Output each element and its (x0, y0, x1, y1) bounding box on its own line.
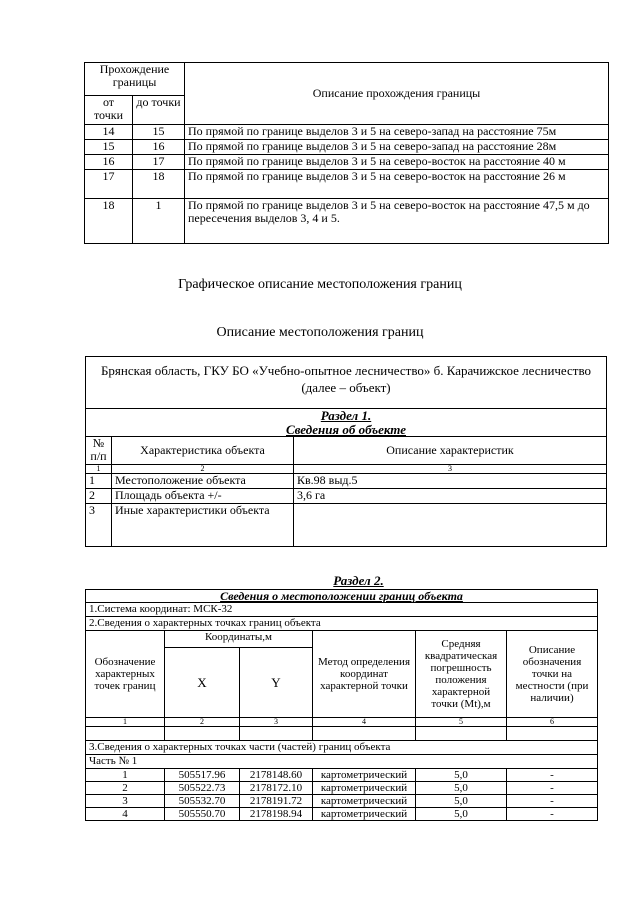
cell-marking: - (507, 782, 598, 795)
cell-description: По прямой по границе выделов 3 и 5 на северо-восток на расстояние 47,5 м до пересечения выделов 3, 4 и 5. (185, 199, 609, 244)
header-passage: Прохождение границы (85, 63, 185, 96)
empty-cell (165, 727, 240, 741)
cell-number: 1 (86, 474, 112, 489)
cell-value (294, 504, 607, 547)
cell-method: картометрический (313, 769, 416, 782)
cell-to: 18 (133, 170, 185, 199)
boundary-points-table (85, 589, 598, 821)
col-designation: Обозначение характерных точек границ (86, 631, 165, 718)
empty-cell (86, 727, 165, 741)
section2-title: Раздел 2. (333, 573, 384, 588)
cell-method: картометрический (313, 808, 416, 821)
col-x: X (165, 648, 240, 718)
boundary-passage-table (84, 62, 609, 244)
cell-from: 15 (85, 140, 133, 155)
cell-point: 2 (86, 782, 165, 795)
cell-to: 17 (133, 155, 185, 170)
table-title: Сведения о местоположении границ объекта (86, 590, 598, 603)
index-cell: 3 (294, 465, 607, 474)
header-to: до точки (133, 96, 185, 125)
table-row (85, 125, 609, 140)
col-method: Метод определения координат характерной точки (313, 631, 416, 718)
empty-cell (313, 727, 416, 741)
col-number: № п/п (86, 437, 112, 465)
cell-value: Кв.98 выд.5 (294, 474, 607, 489)
cell-x: 505522.73 (165, 782, 240, 795)
section1-subtitle: Сведения об объекте (86, 423, 607, 437)
cell-marking: - (507, 769, 598, 782)
cell-x: 505517.96 (165, 769, 240, 782)
table-row (86, 474, 607, 489)
index-cell: 5 (416, 718, 507, 727)
table-row (86, 795, 598, 808)
cell-point: 1 (86, 769, 165, 782)
cell-characteristic: Площадь объекта +/- (112, 489, 294, 504)
col-marking: Описание обозначения точки на местности (при наличии) (507, 631, 598, 718)
table-row (85, 199, 609, 244)
cell-value: 3,6 га (294, 489, 607, 504)
col-error: Средняя квадратическая погрешность положения характерной точки (Mt),м (416, 631, 507, 718)
cell-method: картометрический (313, 795, 416, 808)
cell-error: 5,0 (416, 795, 507, 808)
cell-y: 2178148.60 (240, 769, 313, 782)
cell-y: 2178198.94 (240, 808, 313, 821)
empty-cell (507, 727, 598, 741)
empty-cell (240, 727, 313, 741)
object-title: Брянская область, ГКУ БО «Учебно-опытное лесничество» б. Карачижское лесничество (далее – объект) (86, 357, 607, 409)
cell-error: 5,0 (416, 782, 507, 795)
parts-info: 3.Сведения о характерных точках части (частей) границ объекта (86, 741, 598, 755)
location-description-heading: Описание местоположения границ (216, 325, 424, 340)
cell-to: 15 (133, 125, 185, 140)
cell-characteristic: Иные характеристики объекта (112, 504, 294, 547)
cell-from: 18 (85, 199, 133, 244)
graphic-description-heading: Графическое описание местоположения границ (178, 277, 462, 292)
table-row (86, 808, 598, 821)
cell-description: По прямой по границе выделов 3 и 5 на северо-восток на расстояние 26 м (185, 170, 609, 199)
cell-marking: - (507, 808, 598, 821)
index-cell: 4 (313, 718, 416, 727)
cell-error: 5,0 (416, 769, 507, 782)
cell-point: 4 (86, 808, 165, 821)
cell-y: 2178191.72 (240, 795, 313, 808)
table-row (85, 155, 609, 170)
cell-description: По прямой по границе выделов 3 и 5 на северо-запад на расстояние 28м (185, 140, 609, 155)
empty-cell (416, 727, 507, 741)
col-description: Описание характеристик (294, 437, 607, 465)
cell-x: 505532.70 (165, 795, 240, 808)
col-coordinates: Координаты,м (165, 631, 313, 648)
index-cell: 2 (112, 465, 294, 474)
cell-method: картометрический (313, 782, 416, 795)
cell-x: 505550.70 (165, 808, 240, 821)
cell-point: 3 (86, 795, 165, 808)
cell-marking: - (507, 795, 598, 808)
table-row (85, 170, 609, 199)
index-cell: 6 (507, 718, 598, 727)
table-row (86, 489, 607, 504)
col-characteristic: Характеристика объекта (112, 437, 294, 465)
cell-description: По прямой по границе выделов 3 и 5 на северо-запад на расстояние 75м (185, 125, 609, 140)
index-cell: 1 (86, 465, 112, 474)
cell-number: 3 (86, 504, 112, 547)
header-description: Описание прохождения границы (185, 63, 609, 125)
table-row (85, 140, 609, 155)
cell-error: 5,0 (416, 808, 507, 821)
cell-to: 1 (133, 199, 185, 244)
cell-description: По прямой по границе выделов 3 и 5 на северо-восток на расстояние 40 м (185, 155, 609, 170)
table-row (86, 782, 598, 795)
header-from: от точки (85, 96, 133, 125)
index-cell: 3 (240, 718, 313, 727)
col-y: Y (240, 648, 313, 718)
cell-to: 16 (133, 140, 185, 155)
table-row (86, 504, 607, 547)
cell-y: 2178172.10 (240, 782, 313, 795)
coordinate-system: 1.Система координат: МСК-32 (86, 603, 598, 617)
object-info-table (85, 356, 607, 547)
part-label: Часть № 1 (86, 755, 598, 769)
index-cell: 2 (165, 718, 240, 727)
table-row (86, 769, 598, 782)
cell-number: 2 (86, 489, 112, 504)
cell-from: 16 (85, 155, 133, 170)
points-info: 2.Сведения о характерных точках границ объекта (86, 617, 598, 631)
section1-title: Раздел 1. (86, 409, 607, 423)
cell-from: 17 (85, 170, 133, 199)
cell-from: 14 (85, 125, 133, 140)
cell-characteristic: Местоположение объекта (112, 474, 294, 489)
index-cell: 1 (86, 718, 165, 727)
